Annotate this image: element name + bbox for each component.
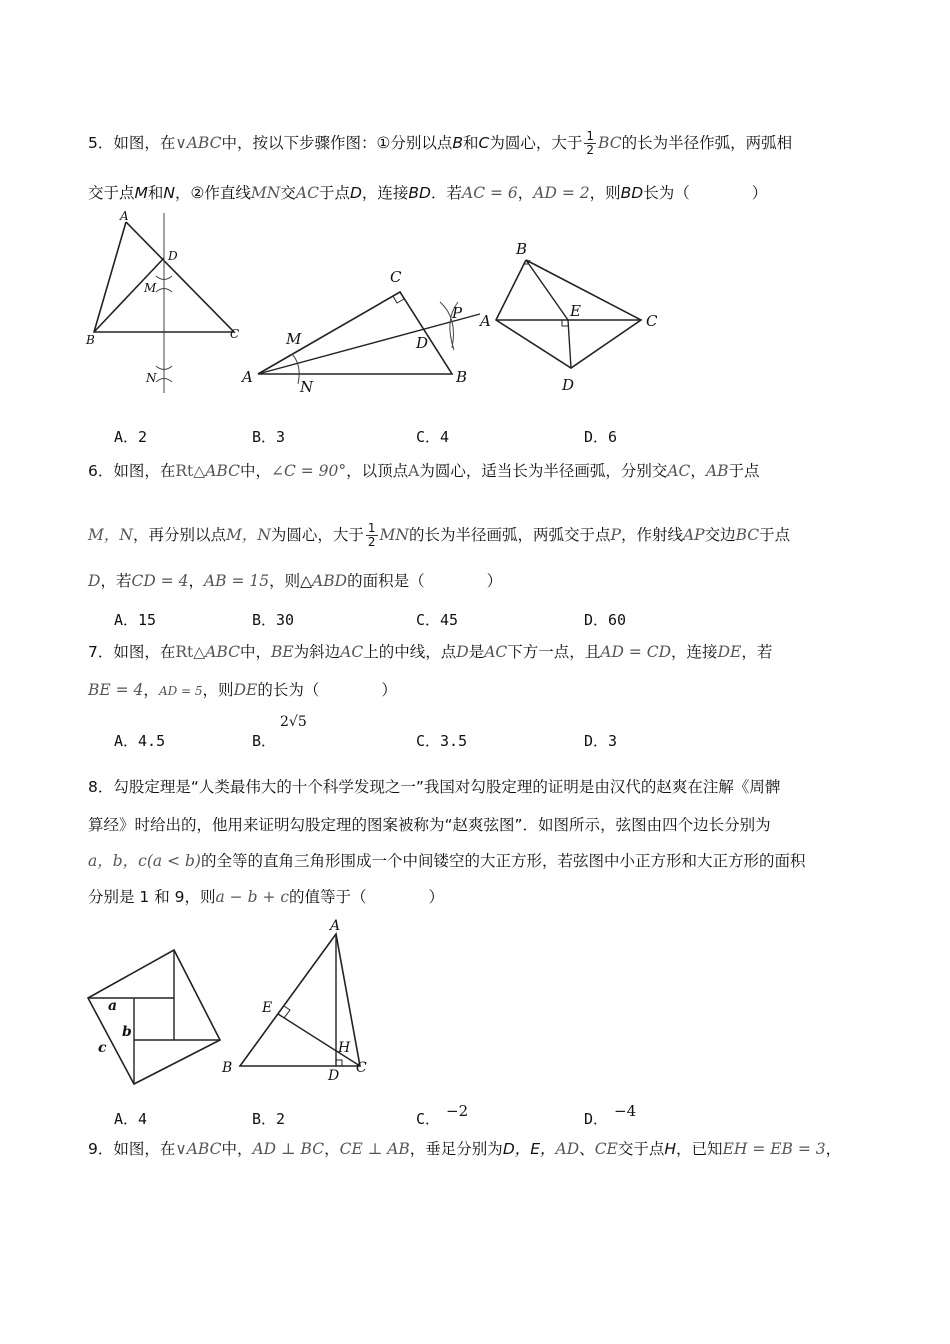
q9-line-1: 9．如图，在∨ABC中，AD ⊥ BC，CE ⊥ AB，垂足分别为D，E，AD、CE交于点H，已知EH = EB = 3， bbox=[88, 1140, 842, 1158]
q7-line-2: BE = 4，AD = 5，则DE的长为（ ） bbox=[88, 681, 397, 699]
fig1-label-C: C bbox=[230, 327, 240, 341]
q5-line-1: 5．如图，在∨ABC中，按以下步骤作图：①分别以点B和C为圆心，大于 $\frac{1}{2}$ BC的长为半径作弧，两弧相 bbox=[88, 129, 793, 157]
fraction-half: $\frac{1}{2}$ bbox=[367, 521, 376, 549]
q6-option-b[interactable]: B．30 bbox=[252, 611, 295, 629]
figure-q5-perpendicular-bisector bbox=[84, 208, 244, 398]
q7-option-b[interactable]: B． bbox=[252, 732, 277, 750]
fig2-label-D: D bbox=[416, 334, 429, 352]
fig4-label-a: a bbox=[108, 998, 118, 1014]
fig4-label-c: c bbox=[98, 1040, 107, 1056]
q7-line-1: 7．如图，在Rt△ABC中，BE为斜边AC上的中线，点D是AC下方一点，且AD = CD，连接DE，若 bbox=[88, 643, 773, 661]
q5-option-a[interactable]: A．2 bbox=[114, 428, 148, 446]
q7-option-b-math: 2√5 bbox=[280, 714, 307, 730]
fig2-label-N: N bbox=[300, 378, 314, 396]
figure-q6-angle-bisector bbox=[240, 262, 490, 400]
figure-q7-median bbox=[476, 238, 676, 398]
q8-option-b[interactable]: B．2 bbox=[252, 1110, 286, 1128]
fig5-label-A: A bbox=[330, 918, 341, 934]
q8-line-2: 算经》时给出的，他用来证明勾股定理的图案被称为“赵爽弦图”．如图所示，弦图由四个边长分别为 bbox=[88, 816, 771, 834]
q8-option-d-math: −4 bbox=[614, 1102, 637, 1120]
q8-option-d[interactable]: D． bbox=[584, 1110, 609, 1128]
fig3-label-C: C bbox=[646, 312, 658, 330]
fig4-label-b: b bbox=[122, 1024, 132, 1040]
q5-option-c[interactable]: C．4 bbox=[416, 428, 450, 446]
q8-line-4: 分别是 1 和 9，则a − b + c的值等于（ ） bbox=[88, 888, 445, 906]
q6-option-c[interactable]: C．45 bbox=[416, 611, 459, 629]
figure-q9-altitudes bbox=[216, 916, 386, 1086]
fig5-label-C: C bbox=[356, 1060, 367, 1076]
fig2-label-B: B bbox=[456, 368, 468, 386]
q6-line-3: D，若CD = 4，AB = 15，则△ABD的面积是（ ） bbox=[88, 572, 503, 590]
q8-option-a[interactable]: A．4 bbox=[114, 1110, 148, 1128]
fig2-label-P: P bbox=[452, 304, 463, 322]
fig3-label-D: D bbox=[562, 376, 575, 394]
q6-option-a[interactable]: A．15 bbox=[114, 611, 157, 629]
q6-line-1: 6．如图，在Rt△ABC中，∠C = 90°，以顶点A为圆心，适当长为半径画弧，分别交AC，AB于点 bbox=[88, 462, 760, 480]
fig1-label-A: A bbox=[120, 209, 129, 223]
fig3-label-A: A bbox=[480, 312, 491, 330]
q7-option-d[interactable]: D．3 bbox=[584, 732, 618, 750]
q5-option-b[interactable]: B．3 bbox=[252, 428, 286, 446]
fig3-label-B: B bbox=[516, 240, 528, 258]
figure-q8-zhao-shuang-diagram bbox=[84, 944, 234, 1094]
fig5-label-B: B bbox=[222, 1060, 233, 1076]
fig3-label-E: E bbox=[570, 302, 581, 320]
q6-option-d[interactable]: D．60 bbox=[584, 611, 627, 629]
fig1-label-M: M bbox=[144, 281, 157, 295]
fig2-label-A: A bbox=[242, 368, 253, 386]
q8-line-3: a，b，c(a < b)的全等的直角三角形围成一个中间镂空的大正方形，若弦图中小正方形和大正方形的面积 bbox=[88, 852, 806, 870]
q8-line-1: 8．勾股定理是“人类最伟大的十个科学发现之一”我国对勾股定理的证明是由汉代的赵爽在注解《周髀 bbox=[88, 778, 781, 796]
fig5-label-H: H bbox=[338, 1040, 351, 1056]
q5-option-d[interactable]: D．6 bbox=[584, 428, 618, 446]
q8-option-c-math: −2 bbox=[446, 1102, 469, 1120]
q7-option-c[interactable]: C．3.5 bbox=[416, 732, 468, 750]
fraction-half: $\frac{1}{2}$ bbox=[586, 129, 595, 157]
fig5-label-E: E bbox=[262, 1000, 273, 1016]
q8-option-c[interactable]: C． bbox=[416, 1110, 441, 1128]
fig5-label-D: D bbox=[328, 1068, 340, 1084]
q7-option-a[interactable]: A．4.5 bbox=[114, 732, 166, 750]
q6-line-2: M，N，再分别以点M，N为圆心，大于 $\frac{1}{2}$ MN的长为半径画弧，两弧交于点P，作射线AP交边BC于点 bbox=[88, 521, 791, 549]
fig1-label-N: N bbox=[146, 371, 157, 385]
q5-line-2: 交于点M和N，②作直线MN交AC于点D，连接BD．若AC = 6，AD = 2，则BD长为（ ） bbox=[88, 184, 768, 202]
fig1-label-D: D bbox=[168, 249, 178, 263]
fig1-label-B: B bbox=[86, 333, 95, 347]
fig2-label-M: M bbox=[286, 330, 302, 348]
fig2-label-C: C bbox=[390, 268, 402, 286]
